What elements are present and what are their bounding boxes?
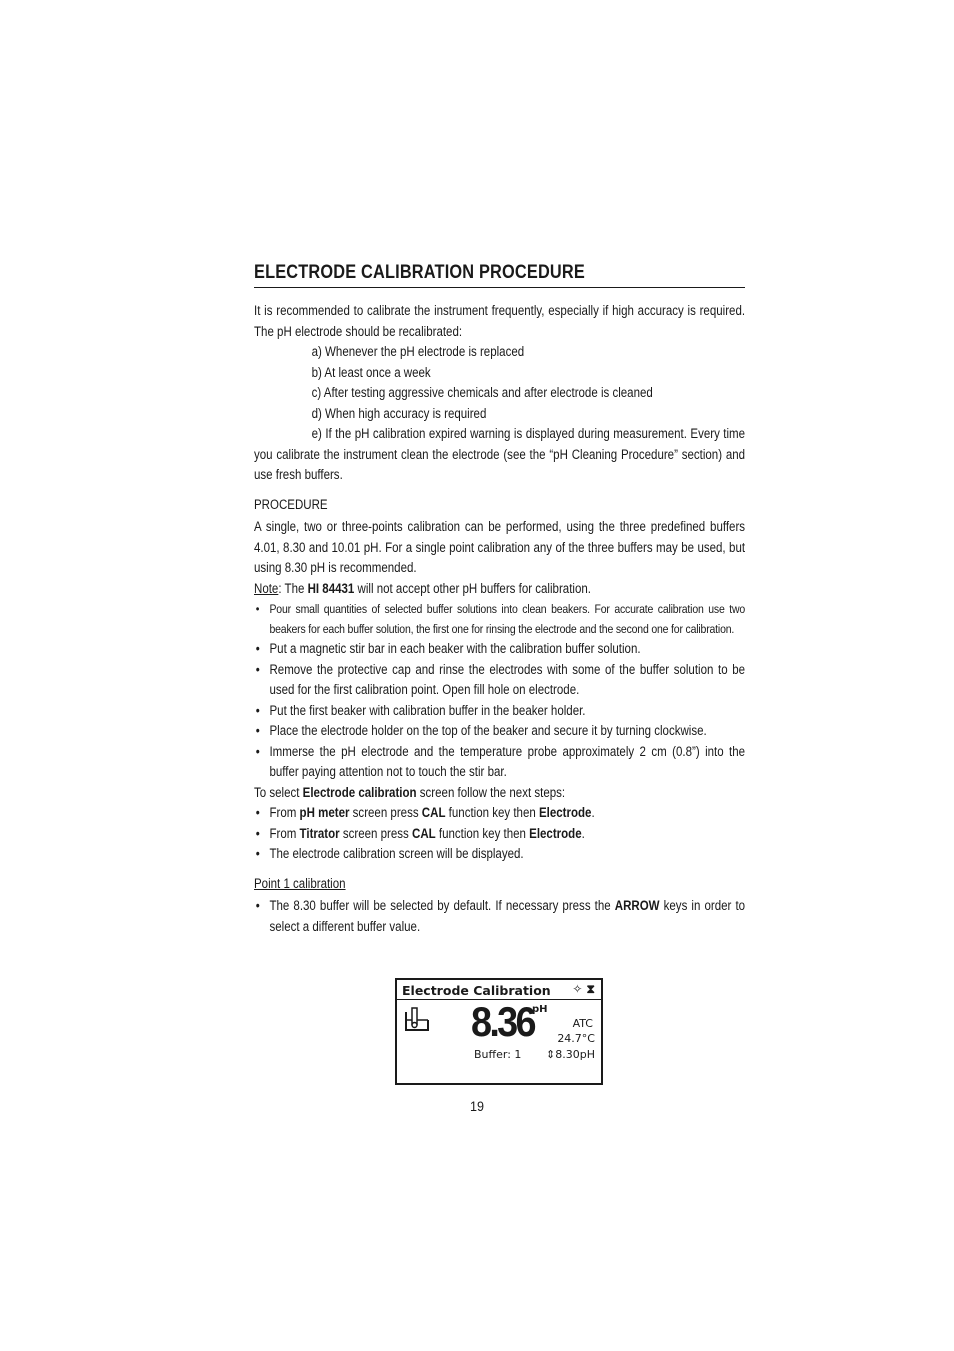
list-item: b) At least once a week <box>311 364 431 380</box>
list-item: e) If the pH calibration expired warning is displayed during measurement. Every time you calibrate the instrument clean the electrode (see the “pH Cleaning Procedure” section) and use fresh buffers. <box>254 426 746 482</box>
bullet-item: • Pour small quantities of selected buffer solutions into clean beakers. For accurate calibration use two beakers for each buffer solution, the first one for rinsing the electrode and the second one for calibration. <box>254 599 745 639</box>
body-text <box>254 301 745 937</box>
step-displayed: • The electrode calibration screen will be displayed. <box>254 844 745 865</box>
procedure-paragraph: A single, two or three-points calibration can be performed, using the three predefined buffers 4.01, 8.30 and 10.01 pH. For a single point calibration any of the three buffers may be used, but using 8.30 pH is recommended. <box>254 519 746 575</box>
model-name: HI 84431 <box>307 580 355 596</box>
note-label: Note <box>254 580 279 596</box>
page-title: ELECTRODE CALIBRATION PROCEDURE <box>254 262 585 283</box>
ph-unit: pH <box>532 1004 548 1015</box>
point1-heading: Point 1 calibration <box>254 875 346 891</box>
bullet-item: • Put the first beaker with calibration buffer in the beaker holder. <box>254 701 745 722</box>
buffer-value: ⇕8.30pH <box>546 1048 595 1061</box>
list-item: a) Whenever the pH electrode is replaced <box>311 344 525 359</box>
temperature-reading: 24.7°C <box>557 1032 595 1045</box>
point1-bullet: • The 8.30 buffer will be selected by default. If necessary press the ARROW keys in order to select a different buffer value. <box>254 896 745 937</box>
page-content <box>254 262 745 937</box>
lcd-title: Electrode Calibration <box>402 983 551 998</box>
select-paragraph: To select Electrode calibration screen follow the next steps: <box>254 784 566 800</box>
ph-reading: 8.36 <box>471 998 534 1045</box>
bullet-item: • Immerse the pH electrode and the temperature probe approximately 2 cm (0.8”) into the buffer paying attention not to touch the stir bar. <box>254 742 745 783</box>
procedure-heading: PROCEDURE <box>254 496 328 512</box>
electrode-beaker-icon <box>404 1006 430 1032</box>
atc-label: ATC <box>572 1017 593 1030</box>
list-item: d) When high accuracy is required <box>311 405 487 421</box>
bullet-item: • Put a magnetic stir bar in each beaker with the calibration buffer solution. <box>254 639 745 660</box>
note-paragraph: Note: The HI 84431 will not accept other pH buffers for calibration. <box>254 580 591 596</box>
stability-hourglass-icon: ✧ ⧗ <box>572 982 595 996</box>
step-titrator: • From Titrator screen press CAL function key then Electrode. <box>254 824 745 845</box>
page-number: 19 <box>469 1098 485 1114</box>
intro-paragraph: It is recommended to calibrate the instrument frequently, especially if high accuracy is required. The pH electrode should be recalibrated: <box>254 303 746 339</box>
title-rule <box>254 287 745 288</box>
lcd-screen <box>395 978 603 1085</box>
bullet-item: • Remove the protective cap and rinse the electrodes with some of the buffer solution to be used for the first calibration point. Open fill hole on electrode. <box>254 660 745 701</box>
bullet-item: • Place the electrode holder on the top of the beaker and secure it by turning clockwise. <box>254 721 745 742</box>
buffer-label: Buffer: 1 <box>474 1048 522 1061</box>
list-item: c) After testing aggressive chemicals and after electrode is cleaned <box>311 385 653 400</box>
step-ph-meter: • From pH meter screen press CAL function key then Electrode. <box>254 803 745 824</box>
